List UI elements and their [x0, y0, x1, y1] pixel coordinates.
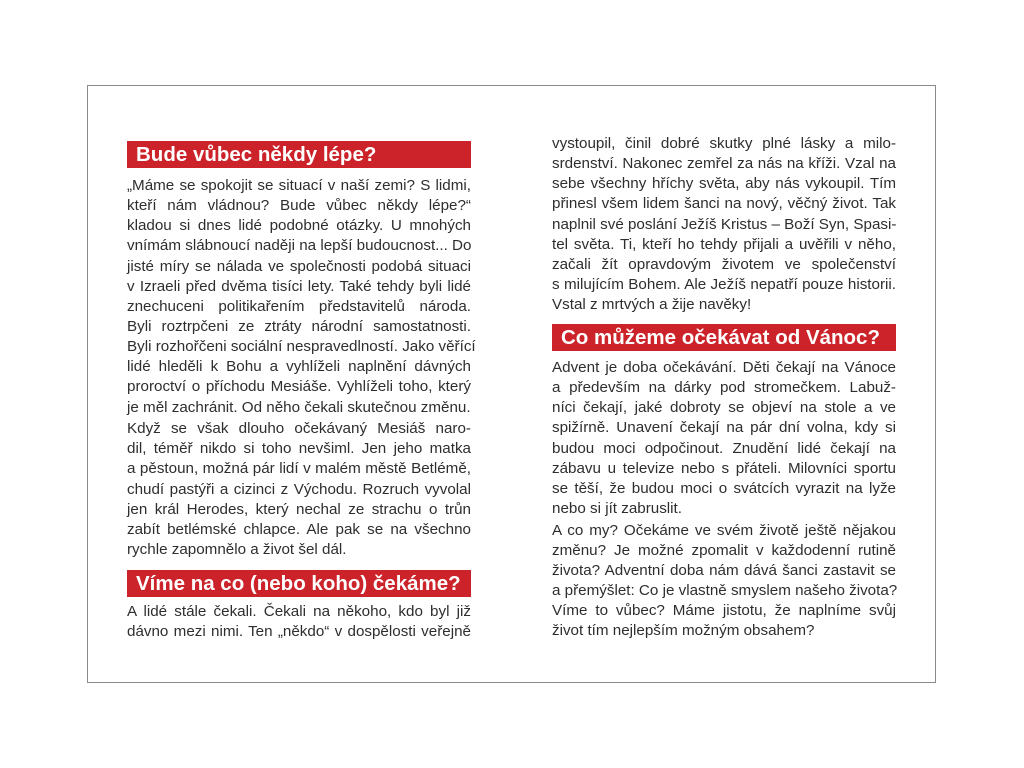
text-line: a přemýšlet: Co je vlastně smyslem našeho života?	[552, 582, 898, 600]
right-text-top	[552, 134, 896, 317]
text-line: a pěstoun, možná pár lidí v malém městě Betlémě,	[127, 460, 471, 478]
paragraph	[127, 419, 471, 560]
right-text-bottom	[552, 358, 896, 643]
text-line: sebe všechny hříchy světa, aby nás vykoupil. Tím	[552, 175, 896, 193]
text-line: tel světa. Ti, kteří ho tehdy přijali a uvěřili v něho,	[552, 235, 896, 253]
text-line: změnu? Je možné zpomalit v každodenní rutině	[552, 541, 896, 559]
text-line: Advent je doba očekávání. Děti čekají na Vánoce	[552, 359, 896, 376]
text-line: vystoupil, činil dobré skutky plné lásky a milo-	[552, 135, 896, 152]
text-line: níci čekají, jaké dobroty se objeví na stole a ve	[552, 399, 896, 417]
paragraph	[127, 176, 476, 418]
text-line: spižírně. Unavení čekají na pár dní volna, kdy si	[552, 419, 896, 437]
text-line: jen král Herodes, který nechal ze strachu o trůn	[127, 500, 471, 518]
heading-co-muzeme: Co můžeme očekávat od Vánoc?	[552, 324, 896, 351]
heading-vime-na-co: Víme na co (nebo koho) čekáme?	[127, 570, 471, 597]
text-line: Byli roztrpčeni ze ztráty národní samostatnosti.	[127, 317, 471, 335]
text-line: Byli rozhořčeni sociální nespravedlností. Jako věřící	[127, 338, 476, 356]
text-line: zábavu u televize nebo s přáteli. Milovníci sportu	[552, 459, 896, 477]
text-line: znechuceni politikařením představitelů národa.	[127, 297, 471, 315]
text-line: se těší, že budou moci o svátcích vyrazit na lyže	[552, 479, 896, 497]
text-line: naplnil své poslání Ježíš Kristus – Boží Syn, Spasi-	[552, 215, 897, 233]
text-line: přinesl všem lidem šanci na nový, věčný život. Tak	[552, 195, 896, 213]
text-line: kladou si dnes lidé podobné otázky. U mnohých	[127, 217, 471, 235]
left-text-top	[127, 176, 476, 562]
text-line: A lidé stále čekali. Čekali na někoho, kdo byl již	[127, 603, 471, 620]
text-line: zabít betlémské chlapce. Ale pak se na všechno	[127, 520, 471, 538]
text-line: proroctví o příchodu Mesiáše. Vyhlíželi toho, který	[127, 378, 471, 396]
text-line: „Máme se spokojit se situací v naší zemi? S lidmi,	[127, 177, 471, 194]
text-line: rychle zapomnělo a život šel dál.	[127, 541, 347, 559]
text-line: Vstal z mrtvých a žije navěky!	[552, 296, 752, 314]
text-line: lidé hleděli k Bohu a vyhlíželi naplnění dávných	[127, 358, 471, 376]
text-line: Víme to vůbec? Máme jistotu, že naplníme svůj	[552, 602, 896, 620]
text-line: budou moci odpočinout. Znudění lidé čekají na	[552, 439, 896, 457]
text-line: v Izraeli před dvěma tisíci lety. Také tehdy byli lidé	[127, 277, 471, 295]
text-line: srdenství. Nakonec zemřel za nás na kříži. Vzal na	[552, 155, 896, 173]
text-line: A co my? Očekáme ve svém životě ještě nějakou	[552, 521, 896, 539]
text-line: dávno mezi nimi. Ten „někdo“ v dospělosti veřejně	[127, 623, 471, 641]
left-text-bottom	[127, 602, 471, 644]
text-line: nebo si jít zabruslit.	[552, 499, 682, 517]
heading-bude-vubec: Bude vůbec někdy lépe?	[127, 141, 471, 168]
text-line: Když se však dlouho očekávaný Mesiáš naro-	[127, 420, 471, 438]
text-line: je měl zachránit. Od něho čekali skutečnou změnu.	[127, 398, 471, 416]
paragraph	[552, 358, 896, 519]
text-line: a především na dárky pod stromečkem. Labuž-	[552, 379, 896, 397]
text-line: dil, téměř nikdo si toho nevšiml. Jen jeho matka	[127, 440, 471, 458]
text-line: života? Adventní doba nám dává šanci zastavit se	[552, 561, 896, 579]
text-line: chudí pastýři a cizinci z Východu. Rozruch vyvolal	[127, 480, 471, 498]
text-line: s milujícím Bohem. Ale Ježíš nepatří pouze historii.	[552, 275, 896, 293]
text-line: kteří nám vládnou? Bude vůbec někdy lépe?“	[127, 197, 471, 215]
text-line: jisté míry se nálada ve společnosti podobá situaci	[127, 257, 471, 275]
text-line: život tím nejlepším možným obsahem?	[552, 622, 815, 640]
paragraph	[552, 134, 896, 315]
text-line: začali žít opravdovým životem ve společenství	[552, 255, 896, 273]
paragraph	[552, 521, 896, 642]
paragraph	[127, 602, 471, 642]
text-line: vnímám slábnoucí naději na lepší budoucnost... Do	[127, 237, 472, 255]
